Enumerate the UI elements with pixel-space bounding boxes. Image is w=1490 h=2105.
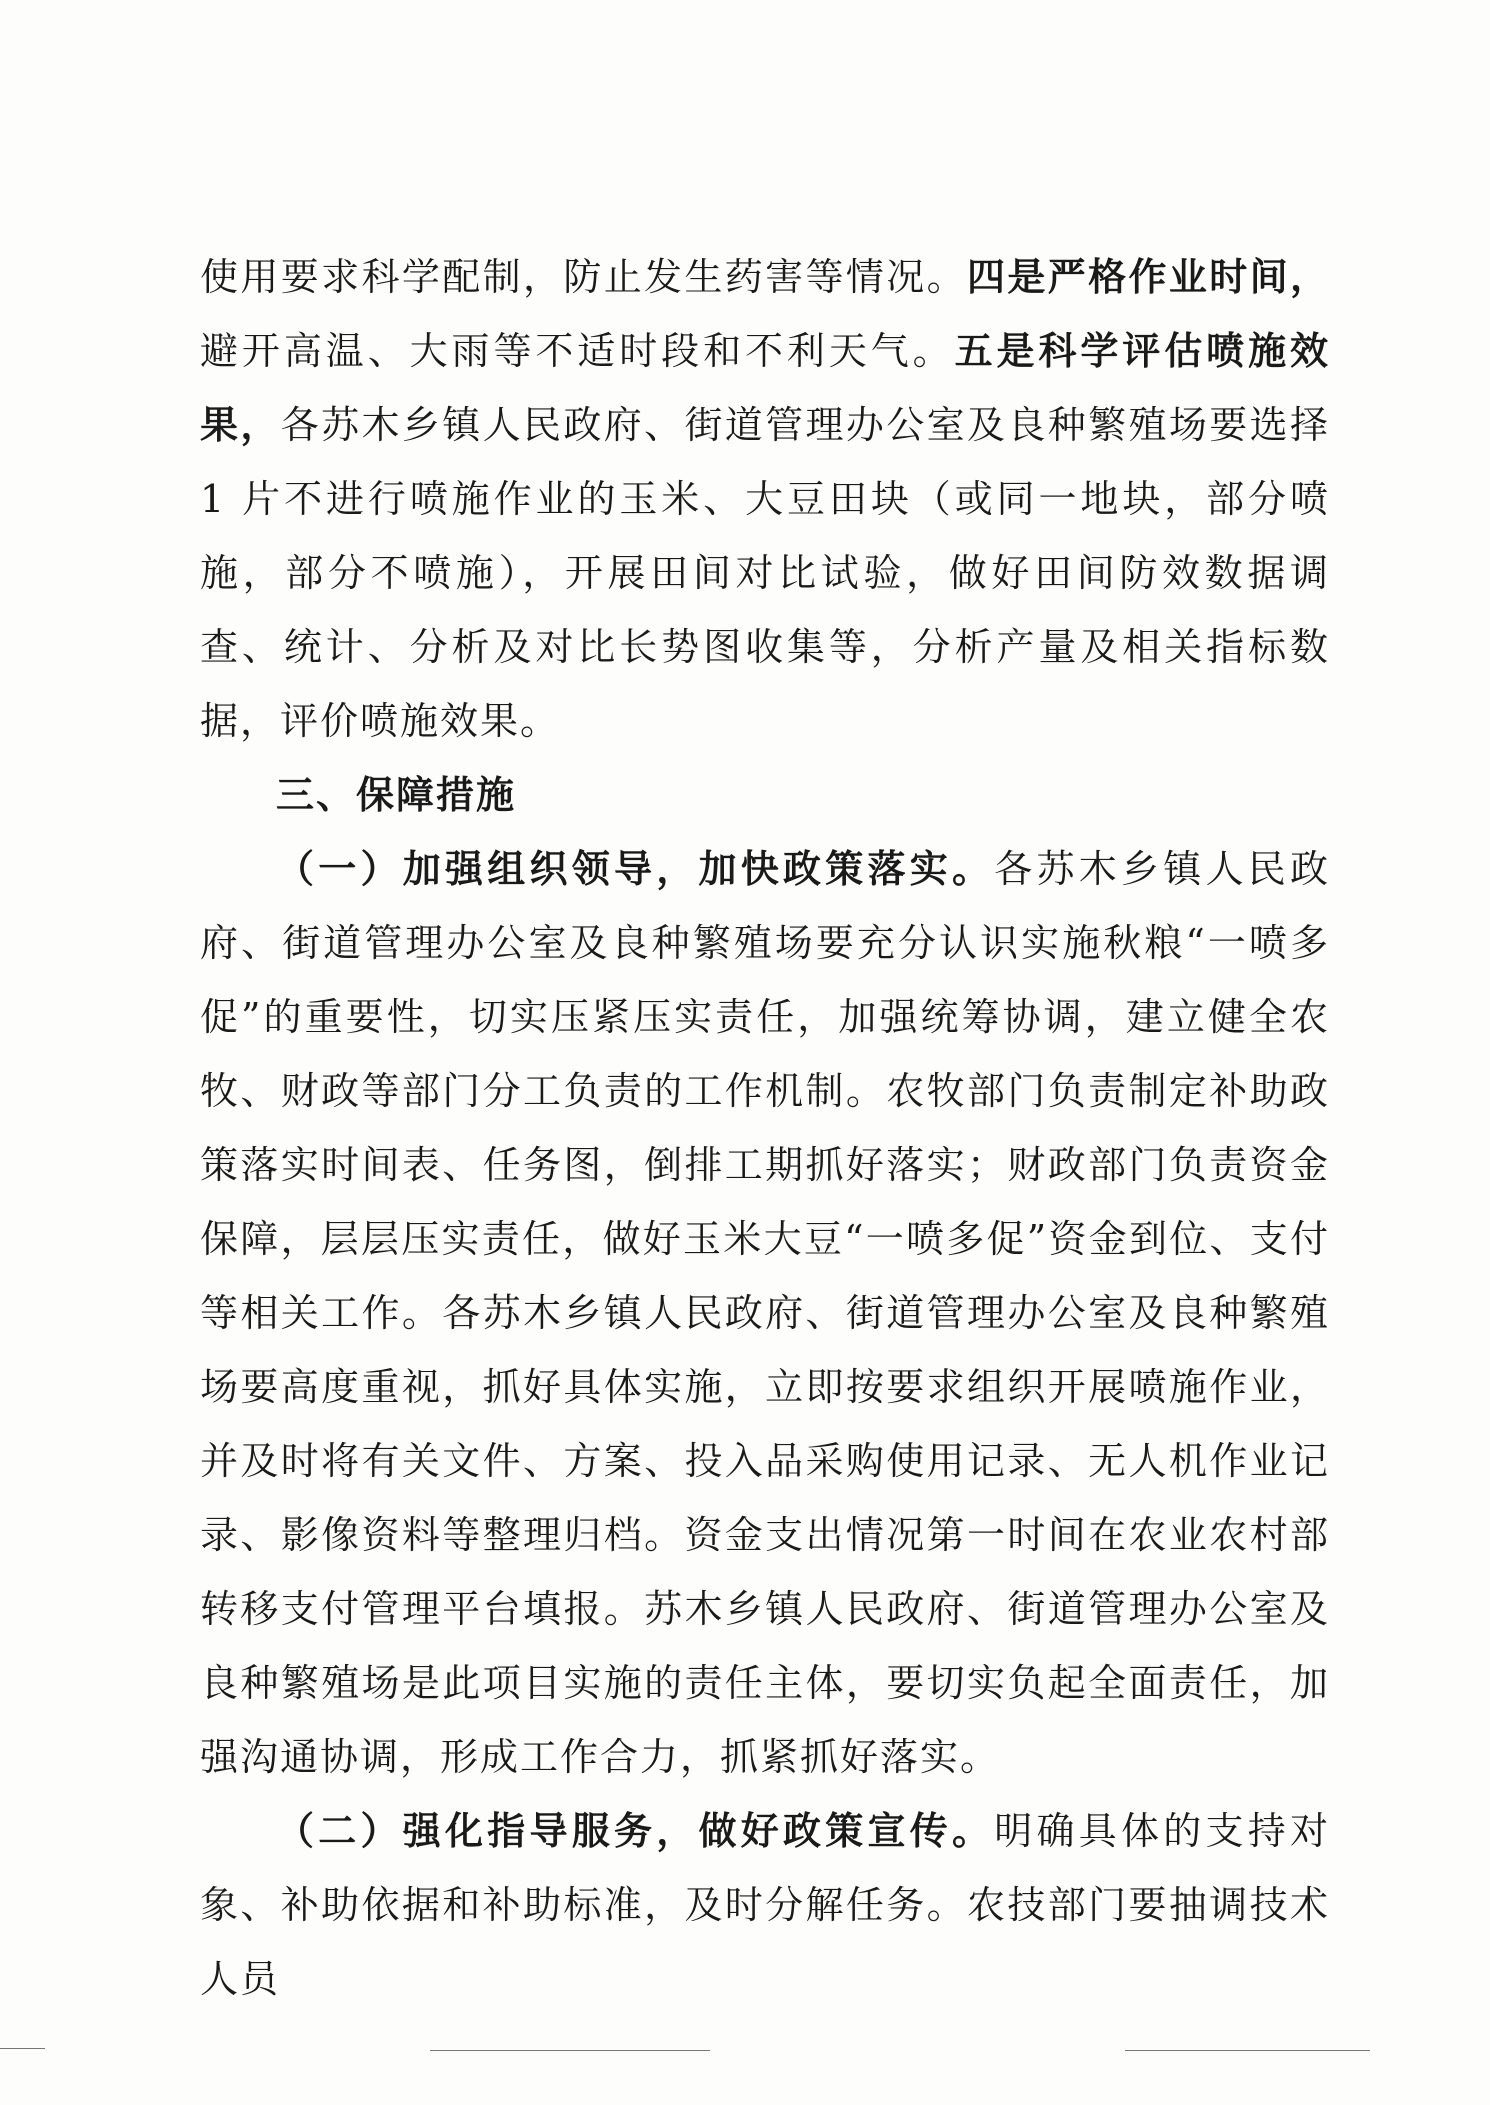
paragraph-organization xyxy=(200,832,1330,1794)
footer-rule-center xyxy=(430,2050,710,2051)
section-heading-safeguards: 三、保障措施 xyxy=(276,773,517,817)
paragraph-text: 避开高温、大雨等不适时段和不利天气。 xyxy=(200,329,955,373)
paragraph-text: 使用要求科学配制，防止发生药害等情况。 xyxy=(200,255,968,299)
footer-rule-right xyxy=(1125,2050,1370,2051)
paragraph-guidance xyxy=(200,1794,1330,2016)
point-five-bold: 五是科学评估喷施效果， xyxy=(200,328,1330,447)
subheading-organization: （一）加强组织领导，加快政策落实。 xyxy=(276,846,995,891)
paragraph-text: 明确具体的支持对象、补助依据和补助标准，及时分解任务。农技部门要抽调技术人员 xyxy=(200,1809,1330,2001)
paragraph-text: 各苏木乡镇人民政府、街道管理办公室及良种繁殖场要充分认识实施秋粮“一喷多促”的重要性，切实压紧压实责任，加强统筹协调，建立健全农牧、财政等部门分工负责的工作机制。农牧部门负责制定补助政策落实时间表、任务图，倒排工期抓好落实；财政部门负责资金保障，层层压实责任，做好玉米大豆“一喷多促”资金到位、支付等相关工作。各苏木乡镇人民政府、街道管理办公室及良种繁殖场要高度重视，抓好具体实施，立即按要求组织开展喷施作业，并及时将有关文件、方案、投入品采购使用记录、无人机作业记录、影像资料等整理归档。资金支出情况第一时间在农业农村部转移支付管理平台填报。苏木乡镇人民政府、街道管理办公室及良种繁殖场是此项目实施的责任主体，要切实负起全面责任，加强沟通协调，形成工作合力，抓紧抓好落实。 xyxy=(200,847,1330,1779)
paragraph-measures-continued xyxy=(200,240,1330,758)
document-body xyxy=(200,240,1330,2016)
paragraph-text: 各苏木乡镇人民政府、街道管理办公室及良种繁殖场要选择 1 片不进行喷施作业的玉米、大豆田块（或同一地块，部分喷施，部分不喷施），开展田间对比试验，做好田间防效数据调查、统计、分析及对比长势图收集等，分析产量及相关指标数据，评价喷施效果。 xyxy=(200,403,1330,743)
footer-rule-left xyxy=(0,2048,45,2049)
subheading-guidance: （二）强化指导服务，做好政策宣传。 xyxy=(276,1808,995,1853)
point-four-bold: 四是严格作业时间， xyxy=(967,254,1330,299)
